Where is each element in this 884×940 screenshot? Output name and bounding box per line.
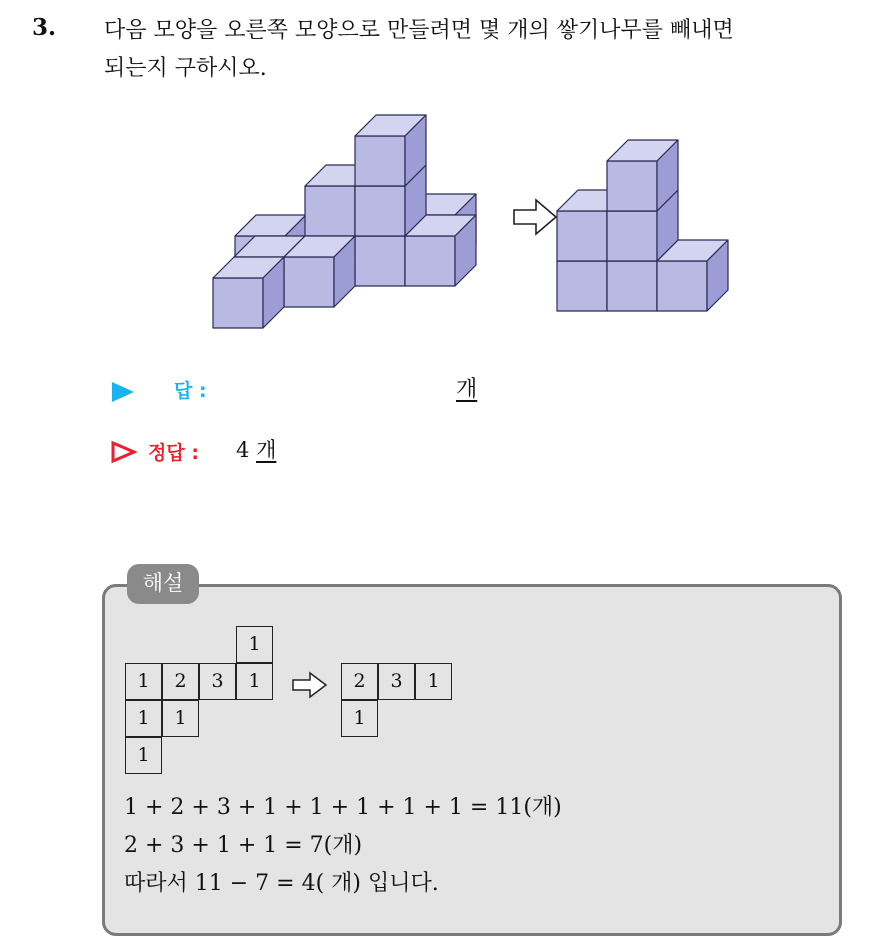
question-line-2: 되는지 구하시오. [104,56,267,81]
grid-cell: 1 [125,700,162,737]
grid-cell: 1 [162,700,199,737]
cube-face [284,257,334,307]
cube-face [355,136,405,186]
answer-label: 답 : [174,380,207,402]
cube-face [557,211,607,261]
grid-cell: 1 [415,663,452,700]
solution-line-2: 2 + 3 + 1 + 1 = 7(개) [124,833,363,858]
answer-unit: 개 [456,377,478,402]
correct-value [236,434,276,464]
grid-cell: 3 [378,663,415,700]
correct-answer-row [108,436,708,470]
transform-arrow-icon [514,200,556,234]
grid-cell: 1 [236,626,273,663]
grid-cell: 3 [199,663,236,700]
cube-face [657,261,707,311]
cube-face [607,261,657,311]
solution-line-3: 따라서 11 − 7 = 4( 개) 입니다. [124,871,439,896]
cube-face [607,211,657,261]
grid-cell: 2 [341,663,378,700]
correct-label: 정답 : [148,442,199,464]
grid-cell: 2 [162,663,199,700]
cube-face [355,186,405,236]
outline-triangle-icon [110,440,138,464]
question-line-1: 다음 모양을 오른쪽 모양으로 만들려면 몇 개의 쌓기나무를 빼내면 [104,18,734,43]
answer-row [108,374,708,408]
cube-face [557,261,607,311]
cube-face [607,161,657,211]
grid-cell: 1 [125,737,162,774]
grid-cell: 1 [341,700,378,737]
solution-tag: 해설 [127,564,199,604]
cube-face [305,186,355,236]
grid-cell: 1 [125,663,162,700]
cube-figure [0,0,884,360]
question-number: 3. [32,14,57,41]
play-triangle-icon [112,382,134,402]
cube-face [213,278,263,328]
cube-face [355,236,405,286]
solution-arrow-icon [290,670,330,700]
correct-unit: 개 [256,438,277,462]
correct-number: 4 [236,438,250,462]
grid-cell: 1 [236,663,273,700]
left-cube-stack [213,115,476,328]
right-cube-stack [557,140,728,311]
cube-face [405,236,455,286]
solution-line-1: 1 + 2 + 3 + 1 + 1 + 1 + 1 + 1 = 11(개) [124,795,562,820]
